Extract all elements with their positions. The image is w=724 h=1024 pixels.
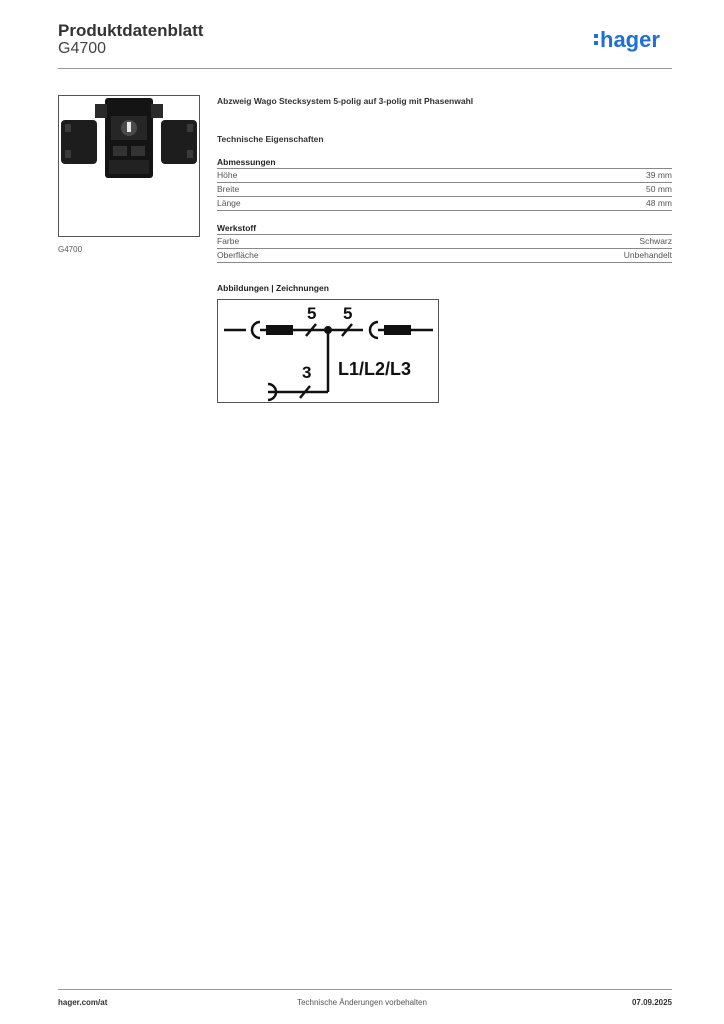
spec-value: 39 mm bbox=[646, 170, 672, 180]
spec-row-length bbox=[217, 197, 672, 211]
pole-label-c: 3 bbox=[302, 363, 312, 382]
spec-value: 50 mm bbox=[646, 184, 672, 194]
input-socket bbox=[252, 322, 260, 338]
spec-label: Breite bbox=[217, 184, 240, 194]
spec-label: Oberfläche bbox=[217, 250, 259, 260]
content-column bbox=[217, 96, 672, 403]
plug-left bbox=[266, 325, 293, 335]
junction-dot bbox=[324, 326, 332, 334]
footer-website: hager.com/at bbox=[58, 998, 108, 1007]
figures-title: Abbildungen | Zeichnungen bbox=[217, 283, 329, 293]
spec-value: Schwarz bbox=[639, 236, 672, 246]
spec-value: 48 mm bbox=[646, 198, 672, 208]
material-group bbox=[217, 222, 672, 263]
phase-label: L1/L2/L3 bbox=[338, 359, 412, 379]
group-title: Werkstoff bbox=[217, 222, 672, 235]
output-socket bbox=[370, 322, 378, 338]
header-divider bbox=[58, 68, 672, 69]
footer-divider bbox=[58, 989, 672, 990]
product-code: G4700 bbox=[58, 40, 107, 57]
footer-date: 07.09.2025 bbox=[631, 998, 672, 1007]
pole-label-a: 5 bbox=[307, 304, 317, 323]
image-caption: G4700 bbox=[58, 245, 83, 254]
plug-right bbox=[384, 325, 411, 335]
spec-row-surface bbox=[217, 249, 672, 263]
pole-label-b: 5 bbox=[343, 304, 353, 323]
wiring-diagram bbox=[217, 299, 439, 403]
logo-text: hager bbox=[600, 28, 660, 52]
technical-section-title: Technische Eigenschaften bbox=[217, 134, 324, 144]
wiring-diagram-svg bbox=[218, 300, 438, 402]
spec-row-color bbox=[217, 235, 672, 249]
spec-label: Länge bbox=[217, 198, 241, 208]
spec-value: Unbehandelt bbox=[623, 250, 672, 260]
spec-label: Höhe bbox=[217, 170, 238, 180]
spec-row-height bbox=[217, 169, 672, 183]
footer-notice: Technische Änderungen vorbehalten bbox=[297, 998, 427, 1007]
dimensions-group bbox=[217, 156, 672, 211]
hager-logo bbox=[594, 28, 674, 56]
group-title: Abmessungen bbox=[217, 156, 672, 169]
spec-row-width bbox=[217, 183, 672, 197]
product-description: Abzweig Wago Stecksystem 5-polig auf 3-polig mit Phasenwahl bbox=[217, 96, 474, 106]
spec-label: Farbe bbox=[217, 236, 240, 246]
page-title: Produktdatenblatt bbox=[58, 21, 204, 40]
product-image bbox=[58, 95, 200, 237]
connector-illustration bbox=[59, 96, 199, 236]
